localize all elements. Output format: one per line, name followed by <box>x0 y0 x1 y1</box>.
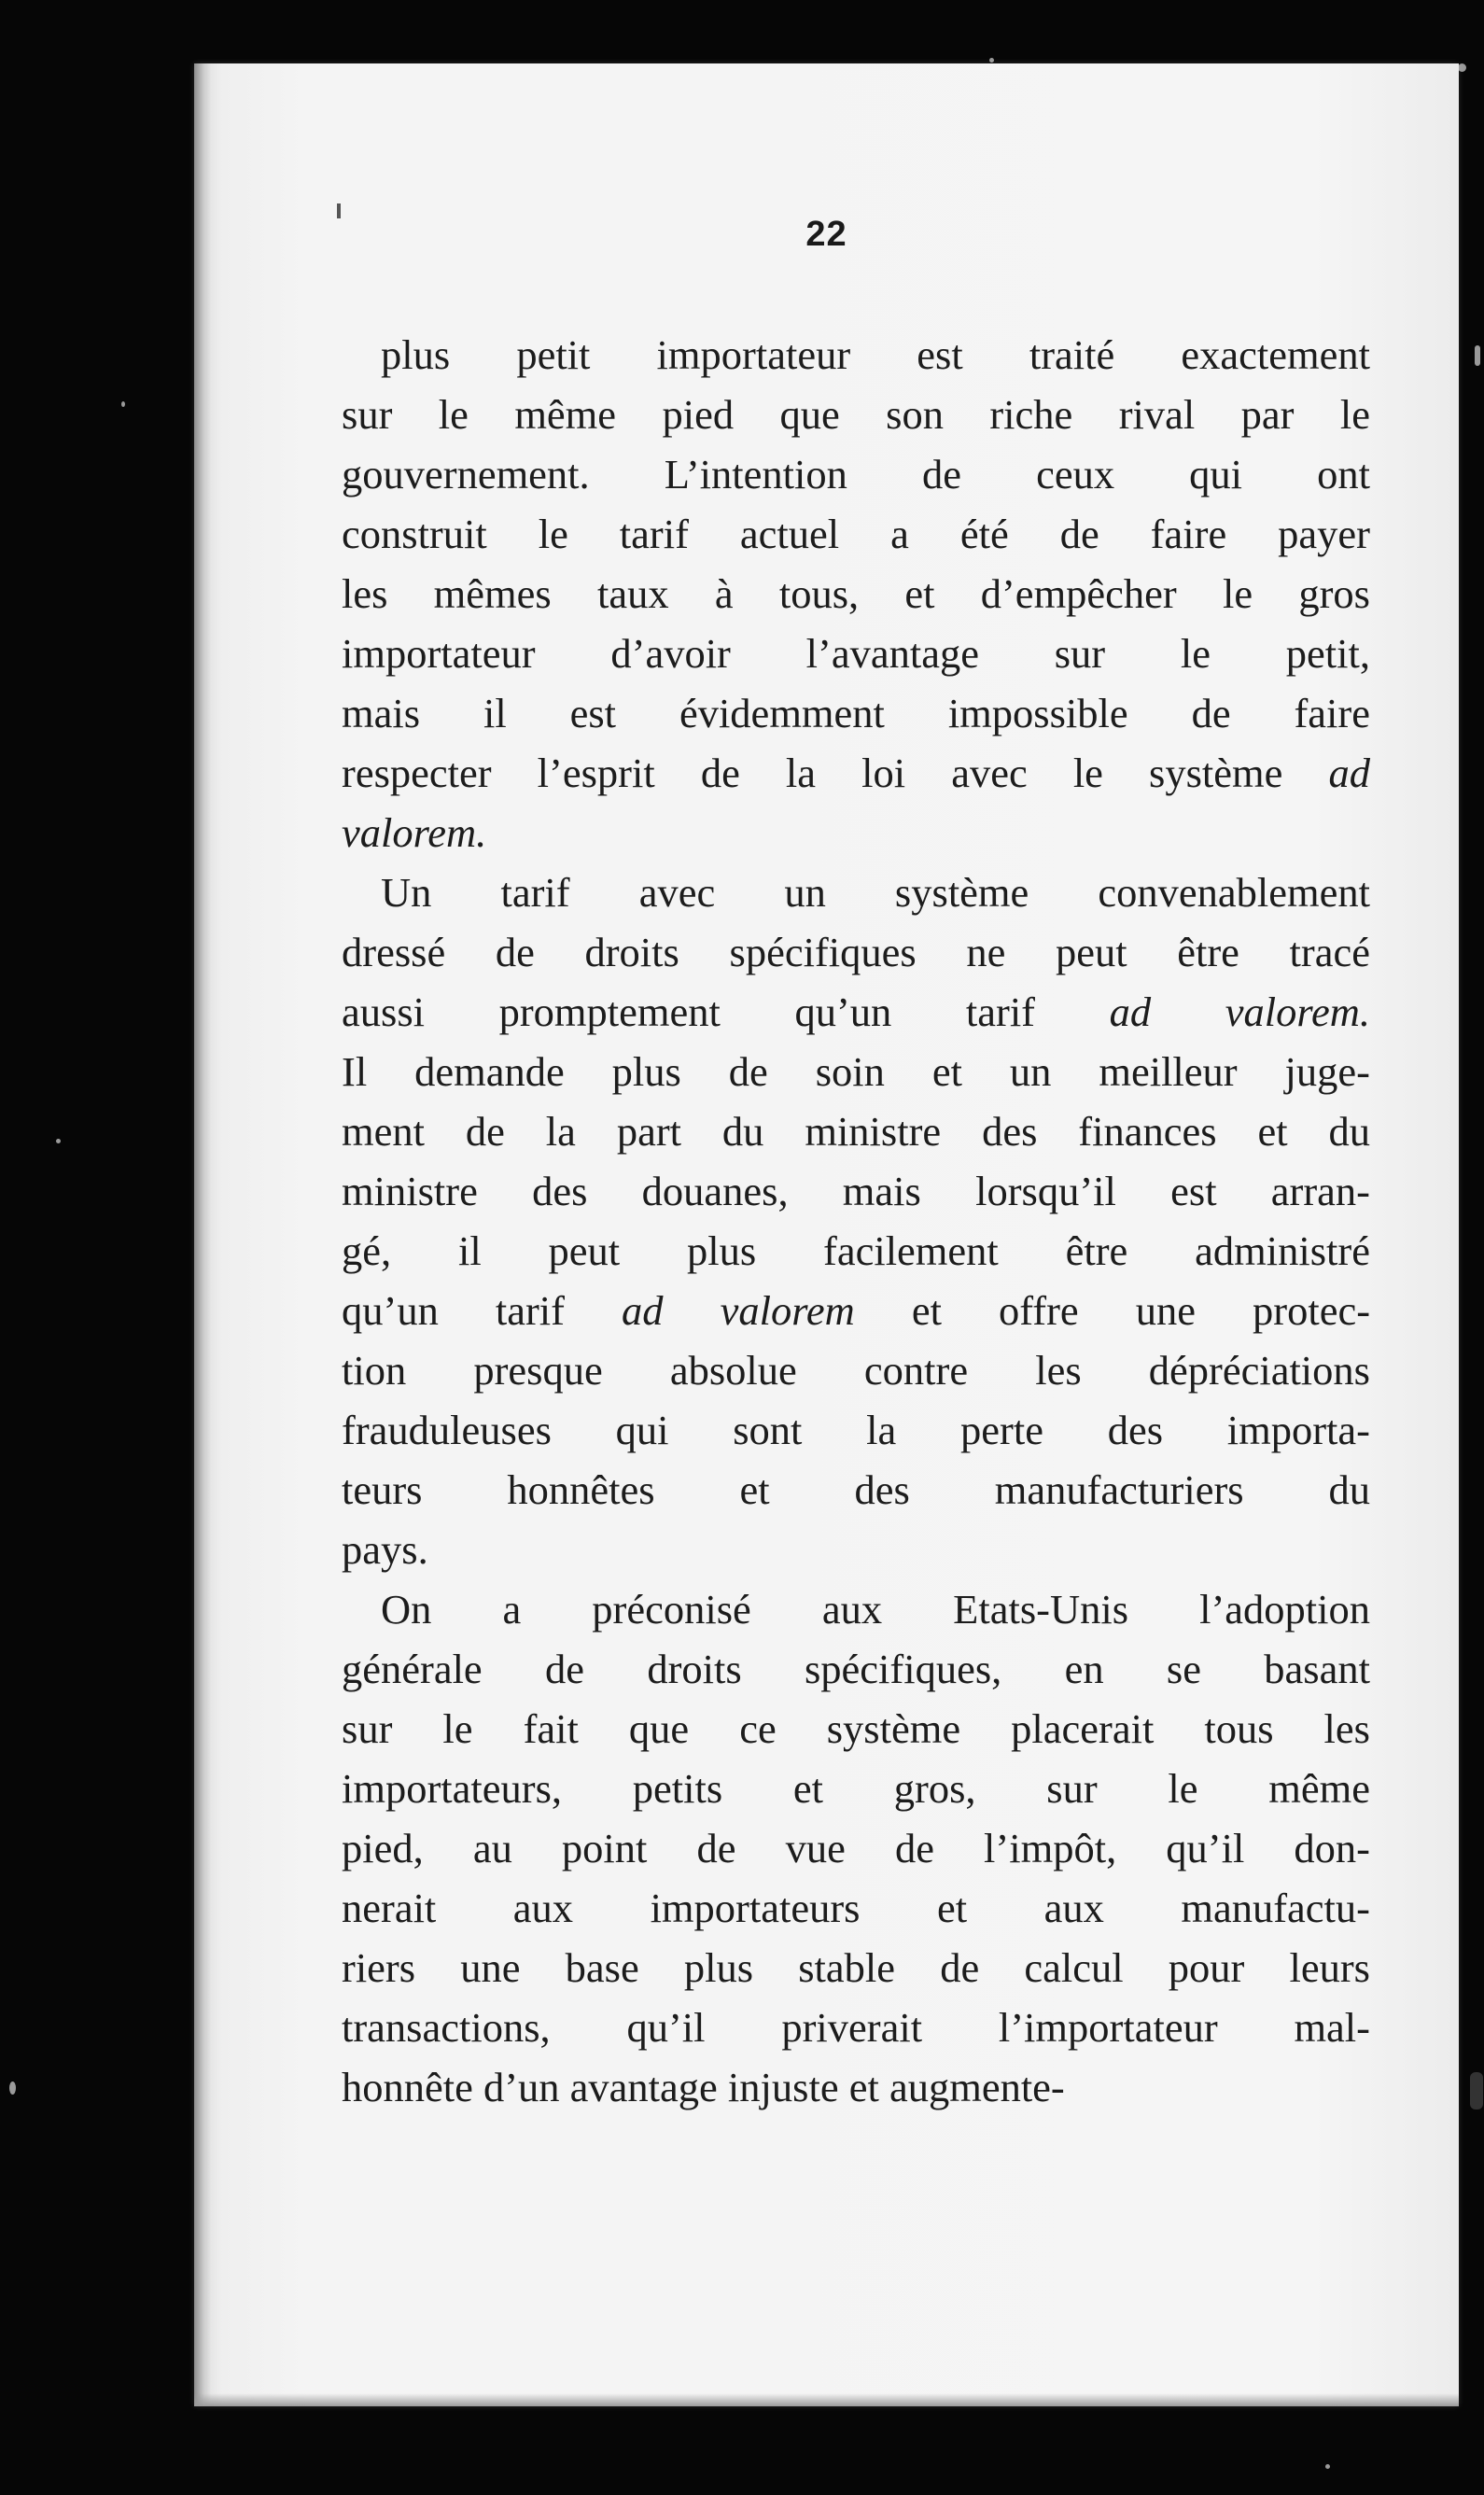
italic-text: ad valorem <box>622 1287 855 1334</box>
dust-speck <box>1325 2464 1330 2469</box>
body-text <box>342 325 1370 2117</box>
text-line <box>342 2057 1370 2117</box>
text-line <box>342 1639 1370 1699</box>
text-segment: frauduleuses qui sont la perte des importa- <box>342 1407 1370 1453</box>
text-segment: honnête d’un avantage injuste et augmente- <box>342 2064 1065 2110</box>
text-segment: construit le tarif actuel a été de faire payer <box>342 511 1370 557</box>
text-line <box>342 624 1370 683</box>
text-line <box>342 444 1370 504</box>
text-line <box>342 1699 1370 1759</box>
italic-text: ad <box>1328 750 1370 796</box>
text-segment: pied, au point de vue de l’impôt, qu’il don- <box>342 1825 1370 1871</box>
text-line <box>342 743 1370 803</box>
text-line <box>342 325 1370 385</box>
text-line <box>342 564 1370 624</box>
text-line <box>342 1400 1370 1460</box>
dust-speck <box>1475 345 1480 366</box>
text-line <box>342 982 1370 1042</box>
text-segment: riers une base plus stable de calcul pour leurs <box>342 1944 1370 1991</box>
text-line <box>342 1460 1370 1520</box>
text-segment: teurs honnêtes et des manufacturiers du <box>342 1466 1370 1513</box>
text-segment: gouvernement. L’intention de ceux qui ont <box>342 451 1370 498</box>
text-line <box>342 1759 1370 1818</box>
text-line <box>342 1520 1370 1579</box>
text-segment: ment de la part du ministre des finances et du <box>342 1108 1370 1155</box>
text-line <box>342 1221 1370 1281</box>
text-segment: Un tarif avec un système convenablement <box>381 869 1370 916</box>
text-line <box>342 922 1370 982</box>
paragraph <box>342 1579 1370 2117</box>
text-segment: ministre des douanes, mais lorsqu’il est arran- <box>342 1168 1370 1214</box>
text-line <box>342 1878 1370 1938</box>
book-page <box>194 63 1459 2406</box>
italic-text: valorem. <box>342 809 487 856</box>
dust-speck <box>1458 63 1466 72</box>
text-line <box>342 385 1370 444</box>
text-line <box>342 1997 1370 2057</box>
text-segment: transactions, qu’il priverait l’importateur mal- <box>342 2004 1370 2051</box>
text-segment: plus petit importateur est traité exactement <box>381 331 1370 378</box>
dust-speck <box>56 1139 61 1143</box>
text-segment: sur le fait que ce système placerait tous les <box>342 1705 1370 1752</box>
paragraph <box>342 325 1370 862</box>
text-line <box>342 1818 1370 1878</box>
italic-text: ad valorem. <box>1109 988 1370 1035</box>
text-line <box>342 1161 1370 1221</box>
text-segment: mais il est évidemment impossible de faire <box>342 690 1370 736</box>
text-segment: importateurs, petits et gros, sur le même <box>342 1765 1370 1812</box>
text-line <box>342 1101 1370 1161</box>
text-segment: Il demande plus de soin et un meilleur juge- <box>342 1048 1370 1095</box>
page-number: 22 <box>805 215 847 254</box>
text-line <box>342 803 1370 862</box>
text-line <box>342 1281 1370 1340</box>
text-line <box>342 862 1370 922</box>
dust-speck <box>121 401 125 407</box>
text-segment: dressé de droits spécifiques ne peut être tracé <box>342 929 1370 975</box>
text-segment: nerait aux importateurs et aux manufactu- <box>342 1885 1370 1931</box>
text-segment: et offre une protec- <box>854 1287 1371 1334</box>
page-binding-shadow <box>194 63 211 2406</box>
page-bottom-edge <box>194 2393 1459 2406</box>
text-segment: gé, il peut plus facilement être administré <box>342 1227 1370 1274</box>
text-segment: générale de droits spécifiques, en se basant <box>342 1646 1370 1692</box>
text-line <box>342 504 1370 564</box>
text-segment: sur le même pied que son riche rival par le <box>342 391 1370 438</box>
text-segment: respecter l’esprit de la loi avec le système <box>342 750 1329 796</box>
text-segment: On a préconisé aux Etats-Unis l’adoption <box>381 1586 1370 1633</box>
paragraph <box>342 862 1370 1579</box>
text-line <box>342 1042 1370 1101</box>
text-segment: tion presque absolue contre les dépréciations <box>342 1347 1370 1394</box>
dust-speck <box>9 2082 16 2095</box>
dust-speck <box>989 58 994 63</box>
text-segment: les mêmes taux à tous, et d’empêcher le gros <box>342 570 1370 617</box>
text-line <box>342 1579 1370 1639</box>
text-segment: importateur d’avoir l’avantage sur le petit, <box>342 630 1370 677</box>
text-segment: aussi promptement qu’un tarif <box>342 988 1110 1035</box>
text-line <box>342 1938 1370 1997</box>
text-segment: qu’un tarif <box>342 1287 623 1334</box>
text-segment: pays. <box>342 1526 428 1573</box>
text-line <box>342 1340 1370 1400</box>
dust-speck <box>1470 2072 1483 2110</box>
text-line <box>342 683 1370 743</box>
